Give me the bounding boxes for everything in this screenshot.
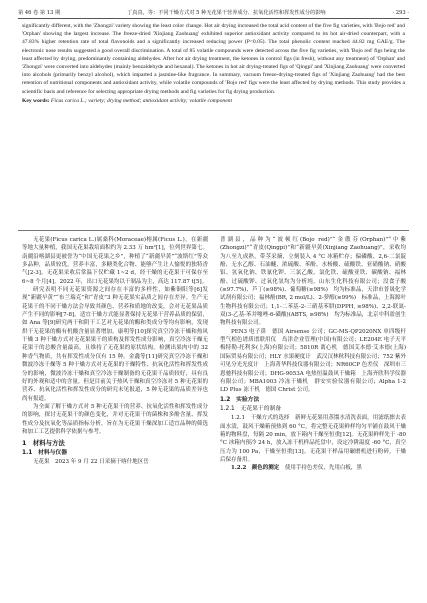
color-heading: 1.2.2 颜色的测定 xyxy=(231,465,280,472)
keywords xyxy=(22,97,405,105)
english-abstract xyxy=(22,22,405,105)
intro-paragraph-3: 为全面了解干燥方式对 5 种无花果干的营养、抗氧化活性和挥发性成分的影响，探讨无花果干的颜色变化，并对无花果干的菌株和多酚含量、挥发性成分及抗氧化等品质指标分析，旨在为无花果干燥深加工适宜品种的筛选和加工工艺提供科学依据与参考。 xyxy=(22,403,208,435)
subsection-heading-materials: 1.1 材料与仪器 xyxy=(22,449,68,456)
page-number: · 293 · xyxy=(392,10,409,16)
materials-paragraph: 无花果 2023 年 9 月 22 日采摘于喀什地区岳 xyxy=(33,458,149,465)
materials-continued: 普湖县，品种为“波顿红(Bojo red)”“金傲芬(Orphan)”“中紫(Zhongzi)”“青皮(Qingpi)”和“新疆早黄(Xinjiang Zaohuang)”，采收均为八至九成熟，带茎采摘，立刻装入 4 °C 冰箱贮存；偏磷酸、2,6-二氯靛酚、无水乙醇、石油醚、浓硫酸、苯酚、水杨酸、硫酸铁、亚硝酸钠、硝酸铝、氢氧化钠、铁氰化钾、三氯乙酸、氯化铁、硫酸亚铁、碳酸钠、福林酚、过硫酸钾、过氧化氢均为分析纯，山东生化科技有限公司；没食子酸(≥97.7%)、芦丁(≥98%)、葡萄糖(≥98%) 均为标准品，天津市普晟化学试剂有限公司；福林酚(BR, 2 mol/L)、2-萝醇(≥99%) 标准品，上海源叶生物科技有限公司；1,1-二苯基-2-三硝基苯肼(DPPH, ≥98%)、2,2-联氮-双(3-乙基-苯并噻唑-6-磺酸)(ABTS, ≥98%) 均为标准品，北京中科盈创生物科技有限公司。 xyxy=(220,237,406,327)
journal-volume: 第 46 卷 第 13 期 xyxy=(18,10,61,16)
subsection-heading-methods: 1.2 实验方法 xyxy=(220,396,260,403)
intro-paragraph-2: 研究表明不同无花果资源之间存在丰富的多样性，如紫铜阳等[6]发现“新疆早黄”“布兰瑞克”和“青皮”3 种无花果实品质之间存在差异。生产无花果干的不同干燥方法会导致其颜色、营养和质地的改变，会对无花果品质产生不同的影响[7-8]。适宜干燥方式能显著保持无花果干营养品质的保留，如 Ana 等[9]研究两干和阴干工艺对无花果的酶和类成分等均有影响，发现烘干无花果的酶有机酸含量显著增加。康明等[10]探究真空冷冻干燥和热风干燥 3 种干燥方式对无花果果干的质构及挥发性成分影响，真空冷冻干燥无花果干的总酸含量最高，且维持了无花果的原状结构。检测出果肉中的 32 种香气物质，共有挥发性成分仅有 15 种。金鑫等[11]研究真空冷冻干燥和微波冷冻干燥等 5 种干燥方式对无花果的干燥特性、抗氧化活性和挥发性成分的影响，微波冷冻干燥和真空冷冻干燥制备的无花果干品质较好，具有良好的外观和适中的含量。但是目前关于热风干燥和真空冷冻对 5 种无花果的营养、抗氧化活性和挥发性成分的研究未见报道，5 种无花果的品质差异也尚有报道。 xyxy=(22,287,208,402)
intro-paragraph-1: 无花果(Ficus carica L.)属桑科(Moraceae)榕属(Ficus L.)，在新疆等地大量种植，我国无花果栽培面积约为 2.33 万 hm²[1]，位列世界第七。南疆沿喀湖县更被誉为“中国无花果之乡”，种植了“新疆早黄”“波斯红”等众多品种，品质较优，营养丰富，多糖类化合物、能够产生让人愉悦的独特香气[2-3]。无花果采收后常温下仅贮藏 1~2 d，经干燥的无花果干可保存至 6~8 个月[4]。2022 年，出口无花果均以干制品为主，高达 117.87 t[5]。 xyxy=(22,237,208,285)
drying-method-paragraph: 1.2.1 干燥方式的选择 新鲜无花果用蒸馏水清洗表面，用滤纸擦去表面水渍，鼓风干燥箱预热到 60 °C，将完整无花果鲜样均匀平铺在鼓风干燥箱的物料盘，每隔 20 min，放下箱内干燥至恒重[12]。无花果鲜样先于 -80 °C 冰箱内预冷 24 h，放入冻干机样品托盘中，设定冷阱温度 -60 °C，真空压力为 100 Pa，干燥至恒重[13]。无花果干样品用碾磨机进行粉碎，干燥后保存备用。 xyxy=(220,415,406,463)
keywords-label: Key words: xyxy=(22,97,50,104)
instruments-paragraph: PEN3 电子鼻 德国 Airsense 公司；GC-MS-QP2020NX 单四级杆型气相色谱质谱联用仪 岛津企业管理(中国)有限公司；LE204E 电子天平 梅特勒-托利多(上海)有限公司；5810R 离心机 德国艾本德·艾本德(上海)国际贸易有限公司；HLY 水果硬度计 武汉汉林秋科技有限公司；752 紫外可见分光光度计 上海菁华科技仪器有限公司；NR60CP 色差仪 深圳市三恩驰科技有限公司；DHG-9053A 电热恒温鼓风干燥箱 上海齐欣科学仪器有限公司；MBA1003 冷冻干燥机 群安实验仪器有限公司；Alpha 1-2 LD Plus 冻干机 德国 Christ 公司。 xyxy=(220,328,412,394)
section-heading-materials: 1 材料与方法 xyxy=(22,439,65,448)
color-text: 使用手持色差仪，先用白板，黑 xyxy=(284,465,362,472)
keywords-text: Ficus carica L.; variety; drying method; antioxidant activity; volatile component xyxy=(50,97,233,104)
running-title: 丁真真，等：不同干燥方式对 5 种无花果干营养成分、抗氧化活性和挥发性成分的影响 xyxy=(127,10,326,16)
running-header xyxy=(18,6,409,19)
abstract-text: significantly different, with the 'Zhongzi' variety showing the least color change. Hot air drying increased the total acid content of the five fig varieties, with 'Bojo red' and 'Orphan' showing the largest increase. The freeze-dried 'Xinjiang Zaohuang' exhibited superior antioxidant activity compared to its hot air-dried counterpart, with a 47.83% higher retention rate of total flavonoids and a significantly increased reducing power (P<0.05). The total phenolic content reached 44.82 mg GAE/g. The electronic nose results suggested a good overall discrimination. A total of 85 volatile compounds were detected across the five fig varieties, with 'Bojo red' figs being the least affected by drying, predominantly containing aldehydes. After hot air drying treatment, the ketones in control figs (in fresh), without any treatment) of 'Orphan' and 'Zhongzi' were converted into aldehydes (mainly benzaldehyde and hexanal). The ketones in hot air drying-treated figs of 'Qingpi' and 'Xinjiang Zaohuang' were converted into alcohols (primarily benzyl alcohol), which imparted a jasmine-like fragrance. In summary, vacuum freeze-drying-treated figs of 'Xinjiang Zaohuang' had the best retention of nutritional components and antioxidant activity, while volatile compounds of 'Bojo red' figs were the least affected by drying methods. This study provides a scientific basis and reference for selecting appropriate drying methods and fig varieties for fig drying production. xyxy=(22,23,405,95)
color-measurement-paragraph xyxy=(220,464,406,472)
right-column xyxy=(220,236,412,473)
section-divider xyxy=(18,230,409,231)
left-column xyxy=(22,236,208,466)
subsection-heading-preparation: 1.2.1 无花果干的制备 xyxy=(220,405,282,412)
